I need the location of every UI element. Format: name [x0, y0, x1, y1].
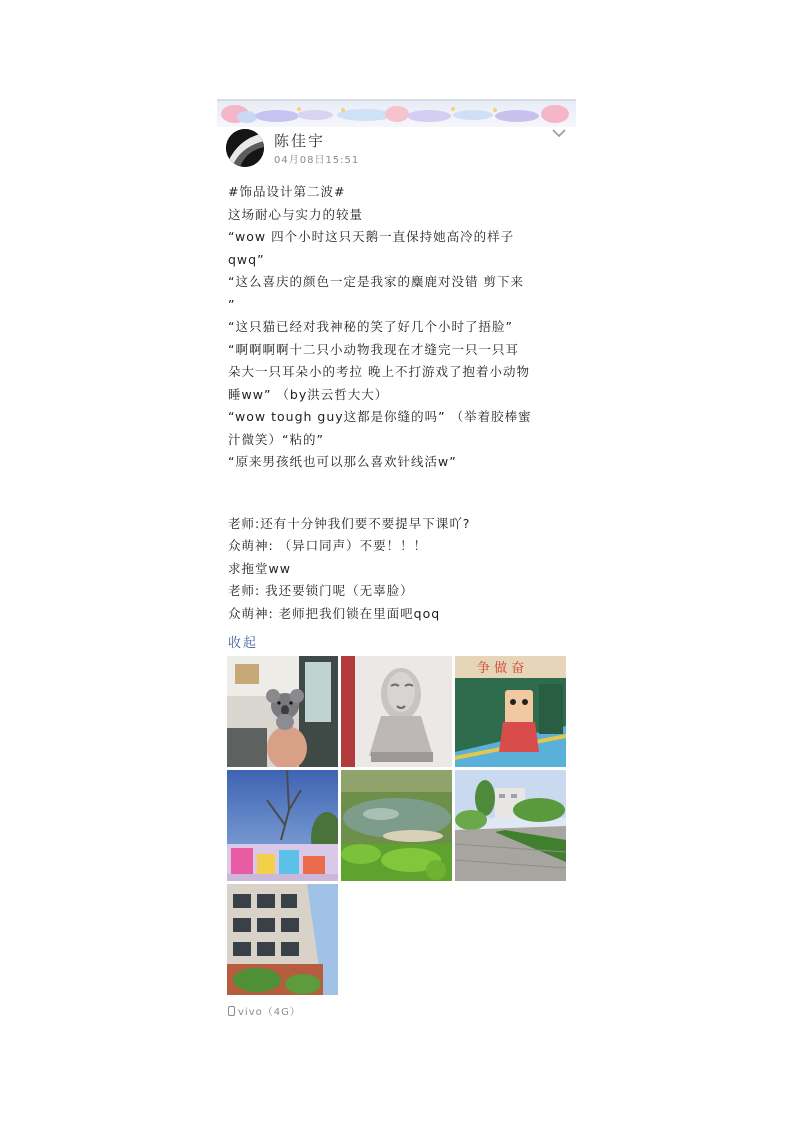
- post-line: “这么喜庆的颜色一定是我家的麋鹿对没错 剪下来: [228, 274, 524, 289]
- device-name: vivo（4G）: [238, 1007, 301, 1018]
- post-line: 汁微笑）“粘的”: [228, 431, 324, 447]
- dialogue-line: 众萌神: （异口同声）不要！！！: [228, 538, 428, 553]
- dialogue-line: 众萌神: 老师把我们锁在里面吧qoq: [228, 605, 441, 621]
- post-line: ”: [228, 296, 236, 312]
- photo-sketch-bust[interactable]: [341, 656, 452, 767]
- photo-sky-tree[interactable]: [227, 770, 338, 881]
- post-timestamp: 04月08日15:51: [274, 155, 360, 166]
- collapse-link[interactable]: 收起: [228, 636, 259, 651]
- chevron-down-icon[interactable]: [551, 127, 567, 139]
- decorative-header-strip: [217, 99, 576, 127]
- post-line: 这场耐心与实力的较量: [228, 206, 364, 222]
- photo-campus-path[interactable]: [455, 770, 566, 881]
- photo-building[interactable]: [227, 884, 338, 995]
- post-line: “原来男孩纸也可以那么喜欢针线活w”: [228, 454, 457, 469]
- photo-chalkboard[interactable]: [455, 656, 566, 767]
- post-body: [228, 181, 568, 625]
- post-line: 朵大一只耳朵小的考拉 晚上不打游戏了抱着小动物: [228, 364, 530, 379]
- avatar[interactable]: [226, 129, 264, 167]
- paragraph-gap: [228, 474, 568, 513]
- photo-pond[interactable]: [341, 770, 452, 881]
- dialogue-line: 老师: 我还要锁门呢（无辜脸）: [228, 583, 414, 598]
- phone-icon: [228, 1006, 235, 1016]
- post-line: #饰品设计第二波#: [228, 184, 346, 199]
- feed-post-card: [217, 99, 576, 1019]
- svg-text:争 做 奋: 争 做 奋: [477, 661, 525, 676]
- post-line: qwq”: [228, 251, 265, 267]
- post-line: 睡ww” （by洪云哲大大）: [228, 386, 389, 402]
- post-line: “wow 四个小时这只天鹅一直保持她高冷的样子: [228, 229, 515, 244]
- dialogue-line: 求拖堂ww: [228, 560, 291, 576]
- post-line: “这只猫已经对我神秘的笑了好几个小时了捂脸”: [228, 319, 513, 334]
- post-line: “啊啊啊啊十二只小动物我现在才缝完一只一只耳: [228, 341, 519, 357]
- author-name[interactable]: 陈佳宇: [274, 132, 326, 150]
- photo-koala-plush[interactable]: [227, 656, 338, 767]
- post-line: “wow tough guy这都是你缝的吗” （举着胶棒蜜: [228, 409, 532, 424]
- dialogue-line: 老师:还有十分钟我们要不要提早下课吖?: [228, 515, 471, 531]
- device-label: [228, 1003, 301, 1018]
